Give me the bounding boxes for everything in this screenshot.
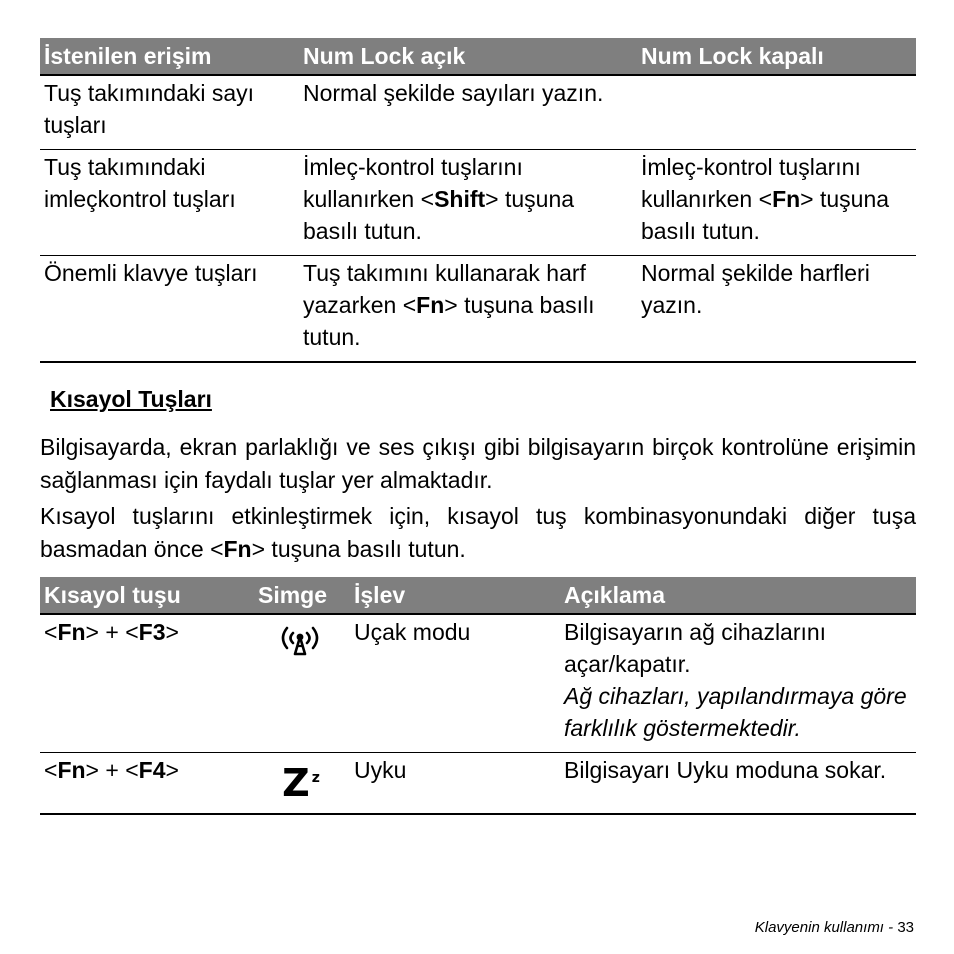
cell-text: > tuşuna basılı tutun.: [303, 186, 575, 244]
bracket: <: [44, 619, 58, 645]
paragraph: [40, 500, 916, 566]
key-label: Fn: [57, 619, 86, 645]
plus: +: [98, 757, 126, 783]
column-header: Kısayol tuşu: [40, 577, 250, 614]
table-cell: Tuş takımındaki imleçkontrol tuşları: [40, 150, 299, 256]
table-row: [40, 256, 916, 363]
paragraph: Bilgisayarda, ekran parlaklığı ve ses çıkışı gibi bilgisayarın birçok kontrolüne erişimin sağlanması için faydalı tuşlar yer almaktadır.: [40, 434, 916, 493]
key-label: Shift: [434, 186, 486, 212]
key-label: F3: [138, 619, 166, 645]
table-cell: Önemli klavye tuşları: [40, 256, 299, 363]
table-cell: Tuş takımındaki sayı tuşları: [40, 75, 299, 150]
table-row: [40, 614, 916, 753]
table-row: [40, 150, 916, 256]
table-header-row: [40, 577, 916, 614]
column-header: İstenilen erişim: [40, 38, 299, 75]
function-cell: Uçak modu: [350, 614, 560, 753]
page-number: 33: [897, 919, 914, 936]
key-label: Fn: [416, 292, 445, 318]
paragraph-text: Kısayol tuşlarını etkinleştirmek için, kısayol tuş kombinasyonundaki diğer tuşa basmadan önce <: [40, 503, 916, 562]
table-row: [40, 753, 916, 815]
shortcut-cell: [40, 753, 250, 815]
column-header: Num Lock açık: [299, 38, 637, 75]
page-footer: [755, 919, 914, 936]
description-cell: [560, 753, 916, 815]
column-header: Açıklama: [560, 577, 916, 614]
bracket: >: [165, 619, 179, 645]
bracket: >: [85, 619, 99, 645]
page-content: [40, 38, 916, 815]
table-header-row: [40, 38, 916, 75]
key-label: F4: [138, 757, 166, 783]
numlock-table: [40, 38, 916, 363]
description-cell: [560, 614, 916, 753]
column-header: Simge: [250, 577, 350, 614]
description-text: Bilgisayarı Uyku moduna sokar.: [564, 757, 887, 783]
footer-text: Klavyenin kullanımı -: [754, 919, 898, 936]
description-text: Bilgisayarın ağ cihazlarını açar/kapatır.: [564, 619, 827, 677]
sleep-zz-icon: [282, 761, 320, 805]
table-cell: [299, 256, 637, 363]
bracket: <: [125, 619, 139, 645]
cell-text: İmleç-kontrol tuşlarını kullanırken <: [641, 154, 861, 212]
paragraph-text: > tuşuna basılı tutun.: [251, 536, 466, 562]
table-cell: Normal şekilde sayıları yazın.: [299, 75, 637, 150]
icon-cell: [250, 753, 350, 815]
cell-text: Tuş takımını kullanarak harf yazarken <: [303, 260, 586, 318]
key-label: Fn: [223, 536, 252, 562]
cell-text: > tuşuna basılı tutun.: [641, 186, 890, 244]
bracket: >: [165, 757, 179, 783]
bracket: <: [125, 757, 139, 783]
cell-text: İmleç-kontrol tuşlarını kullanırken <: [303, 154, 523, 212]
shortcut-table: [40, 577, 916, 815]
table-cell: Normal şekilde harfleri yazın.: [637, 256, 916, 363]
bracket: >: [85, 757, 99, 783]
table-cell: [637, 150, 916, 256]
section-title: Kısayol Tuşları: [50, 386, 212, 412]
column-header: İşlev: [350, 577, 560, 614]
table-cell: [299, 150, 637, 256]
description-note: Ağ cihazları, yapılandırmaya göre farklılık göstermektedir.: [564, 683, 907, 741]
key-label: Fn: [57, 757, 86, 783]
sleep-icon-big-z: Z: [282, 761, 310, 805]
column-header: Num Lock kapalı: [637, 38, 916, 75]
shortcut-cell: [40, 614, 250, 753]
icon-cell: [250, 614, 350, 753]
bracket: <: [44, 757, 58, 783]
key-label: Fn: [772, 186, 801, 212]
plus: +: [98, 619, 126, 645]
table-cell: [637, 75, 916, 150]
function-cell: Uyku: [350, 753, 560, 815]
cell-text: > tuşuna basılı tutun.: [303, 292, 595, 350]
wireless-antenna-icon: [277, 624, 323, 664]
sleep-icon-small-z: z: [311, 770, 320, 786]
table-row: [40, 75, 916, 150]
